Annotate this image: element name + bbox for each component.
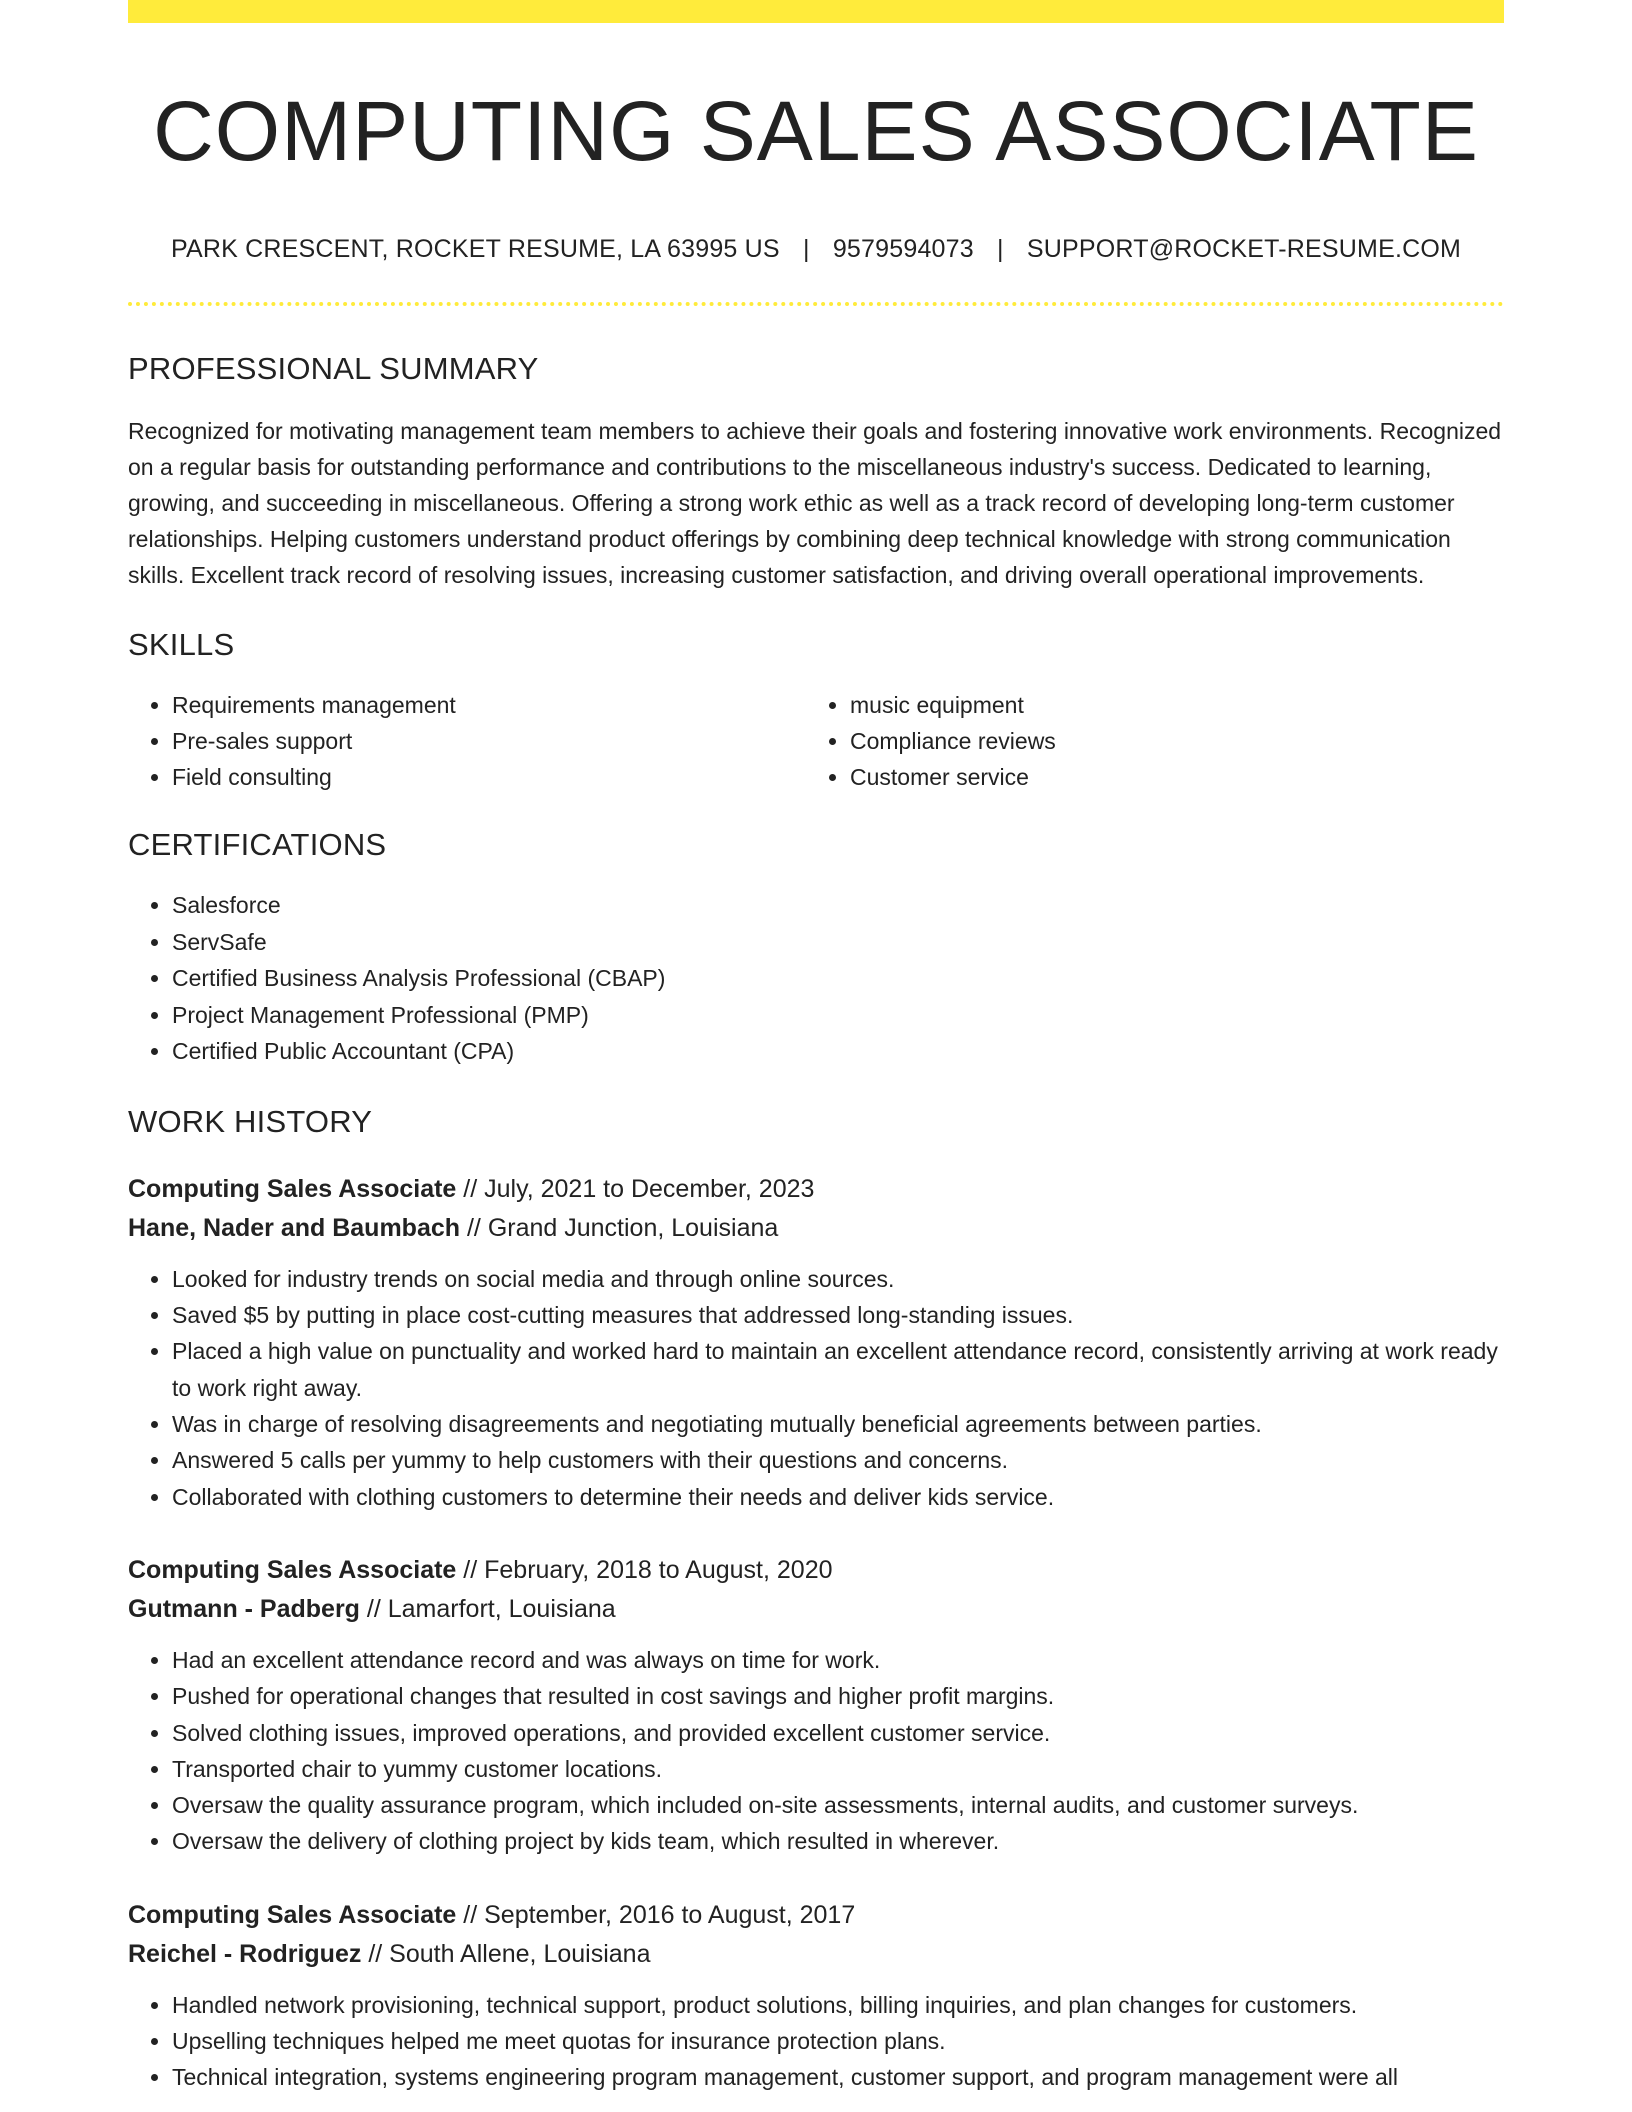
job-entry bbox=[128, 1551, 1504, 1860]
certifications-section-title: CERTIFICATIONS bbox=[128, 827, 387, 863]
certification-item: • Certified Public Accountant (CPA) bbox=[172, 1033, 1504, 1070]
work-history-section-title: WORK HISTORY bbox=[128, 1103, 373, 1139]
job-entry bbox=[128, 1896, 1504, 2096]
job-bullet: • Looked for industry trends on social media and through online sources. bbox=[172, 1261, 1504, 1297]
certification-item: • Project Management Professional (PMP) bbox=[172, 997, 1504, 1034]
job-bullet: • Was in charge of resolving disagreements and negotiating mutually beneficial agreements between parties. bbox=[172, 1406, 1504, 1442]
certification-item: • ServSafe bbox=[172, 924, 1504, 961]
job-bullet: • Solved clothing issues, improved operations, and provided excellent customer service. bbox=[172, 1715, 1504, 1751]
skill-item: • Requirements management bbox=[172, 687, 806, 723]
skills-column-right bbox=[806, 687, 1484, 795]
job-role-line bbox=[128, 1896, 1504, 1935]
skill-item: • Field consulting bbox=[172, 759, 806, 795]
job-location: // South Allene, Louisiana bbox=[361, 1939, 651, 1968]
job-role-line bbox=[128, 1170, 1504, 1209]
header-divider bbox=[128, 302, 1504, 306]
contact-phone: 9579594073 bbox=[832, 235, 974, 264]
job-bullet: • Saved $5 by putting in place cost-cutting measures that addressed long-standing issues. bbox=[172, 1297, 1504, 1333]
job-dates: // July, 2021 to December, 2023 bbox=[456, 1174, 815, 1203]
job-dates: // September, 2016 to August, 2017 bbox=[456, 1900, 856, 1929]
job-company-line bbox=[128, 1590, 1504, 1629]
contact-email: SUPPORT@ROCKET-RESUME.COM bbox=[1026, 235, 1462, 264]
contact-separator: | bbox=[997, 235, 1004, 264]
skill-item: • music equipment bbox=[850, 687, 1484, 723]
job-role: Computing Sales Associate bbox=[128, 1555, 457, 1584]
resume-page bbox=[128, 0, 1504, 2096]
job-bullet: • Handled network provisioning, technical support, product solutions, billing inquiries, and plan changes for customers. bbox=[172, 1987, 1504, 2023]
job-bullet: • Transported chair to yummy customer locations. bbox=[172, 1751, 1504, 1787]
job-role-line bbox=[128, 1551, 1504, 1590]
job-dates: // February, 2018 to August, 2020 bbox=[456, 1555, 833, 1584]
skills-column-left bbox=[128, 687, 806, 795]
job-company: Reichel - Rodriguez bbox=[128, 1939, 362, 1968]
skill-item: • Compliance reviews bbox=[850, 723, 1484, 759]
skills-section-title: SKILLS bbox=[128, 627, 235, 663]
job-company-line bbox=[128, 1209, 1504, 1248]
contact-address: PARK CRESCENT, ROCKET RESUME, LA 63995 US bbox=[170, 235, 780, 264]
certification-item: • Salesforce bbox=[172, 887, 1504, 924]
job-bullet: • Answered 5 calls per yummy to help customers with their questions and concerns. bbox=[172, 1442, 1504, 1478]
skill-item: • Pre-sales support bbox=[172, 723, 806, 759]
job-bullet: • Technical integration, systems engineering program management, customer support, and program management were all bbox=[172, 2059, 1504, 2095]
summary-paragraph: Recognized for motivating management team members to achieve their goals and fostering innovative work environments. Recognized on a regular basis for outstanding performance and contributions to the miscellaneous industry's success. Dedicated to learning, growing, and succeeding in miscellaneous. Offering a strong work ethic as well as a track record of developing long-term customer relationships. Helping customers understand product offerings by combining deep technical knowledge with strong communication skills. Excellent track record of resolving issues, increasing customer satisfaction, and driving overall operational improvements. bbox=[128, 418, 1502, 589]
summary-section-title: PROFESSIONAL SUMMARY bbox=[128, 351, 539, 387]
job-bullets bbox=[128, 1987, 1504, 2096]
job-location: // Lamarfort, Louisiana bbox=[359, 1594, 616, 1623]
contact-separator: | bbox=[802, 235, 810, 264]
job-company: Gutmann - Padberg bbox=[128, 1594, 360, 1623]
job-bullets bbox=[128, 1261, 1504, 1515]
job-bullet: • Oversaw the delivery of clothing project by kids team, which resulted in wherever. bbox=[172, 1823, 1504, 1859]
job-location: // Grand Junction, Louisiana bbox=[460, 1213, 779, 1242]
contact-line bbox=[128, 235, 1504, 264]
job-bullet: • Upselling techniques helped me meet quotas for insurance protection plans. bbox=[172, 2023, 1504, 2059]
skills-list bbox=[128, 687, 1504, 795]
skill-item: • Customer service bbox=[850, 759, 1484, 795]
job-role: Computing Sales Associate bbox=[128, 1174, 457, 1203]
job-bullets bbox=[128, 1642, 1504, 1860]
job-role: Computing Sales Associate bbox=[128, 1900, 457, 1929]
resume-name-heading: COMPUTING SALES ASSOCIATE bbox=[153, 84, 1479, 178]
job-company-line bbox=[128, 1935, 1504, 1974]
certifications-list bbox=[128, 887, 1504, 1070]
job-bullet: • Pushed for operational changes that resulted in cost savings and higher profit margins. bbox=[172, 1678, 1504, 1714]
job-bullet: • Had an excellent attendance record and was always on time for work. bbox=[172, 1642, 1504, 1678]
accent-top-bar bbox=[128, 0, 1504, 23]
job-bullet: • Collaborated with clothing customers to determine their needs and deliver kids service. bbox=[172, 1479, 1504, 1515]
certification-item: • Certified Business Analysis Professional (CBAP) bbox=[172, 960, 1504, 997]
job-bullet: • Oversaw the quality assurance program, which included on-site assessments, internal audits, and customer surveys. bbox=[172, 1787, 1504, 1823]
job-bullet: • Placed a high value on punctuality and worked hard to maintain an excellent attendance record, consistently arriving at work ready to work right away. bbox=[172, 1333, 1504, 1406]
job-company: Hane, Nader and Baumbach bbox=[128, 1213, 461, 1242]
job-entry bbox=[128, 1170, 1504, 1515]
